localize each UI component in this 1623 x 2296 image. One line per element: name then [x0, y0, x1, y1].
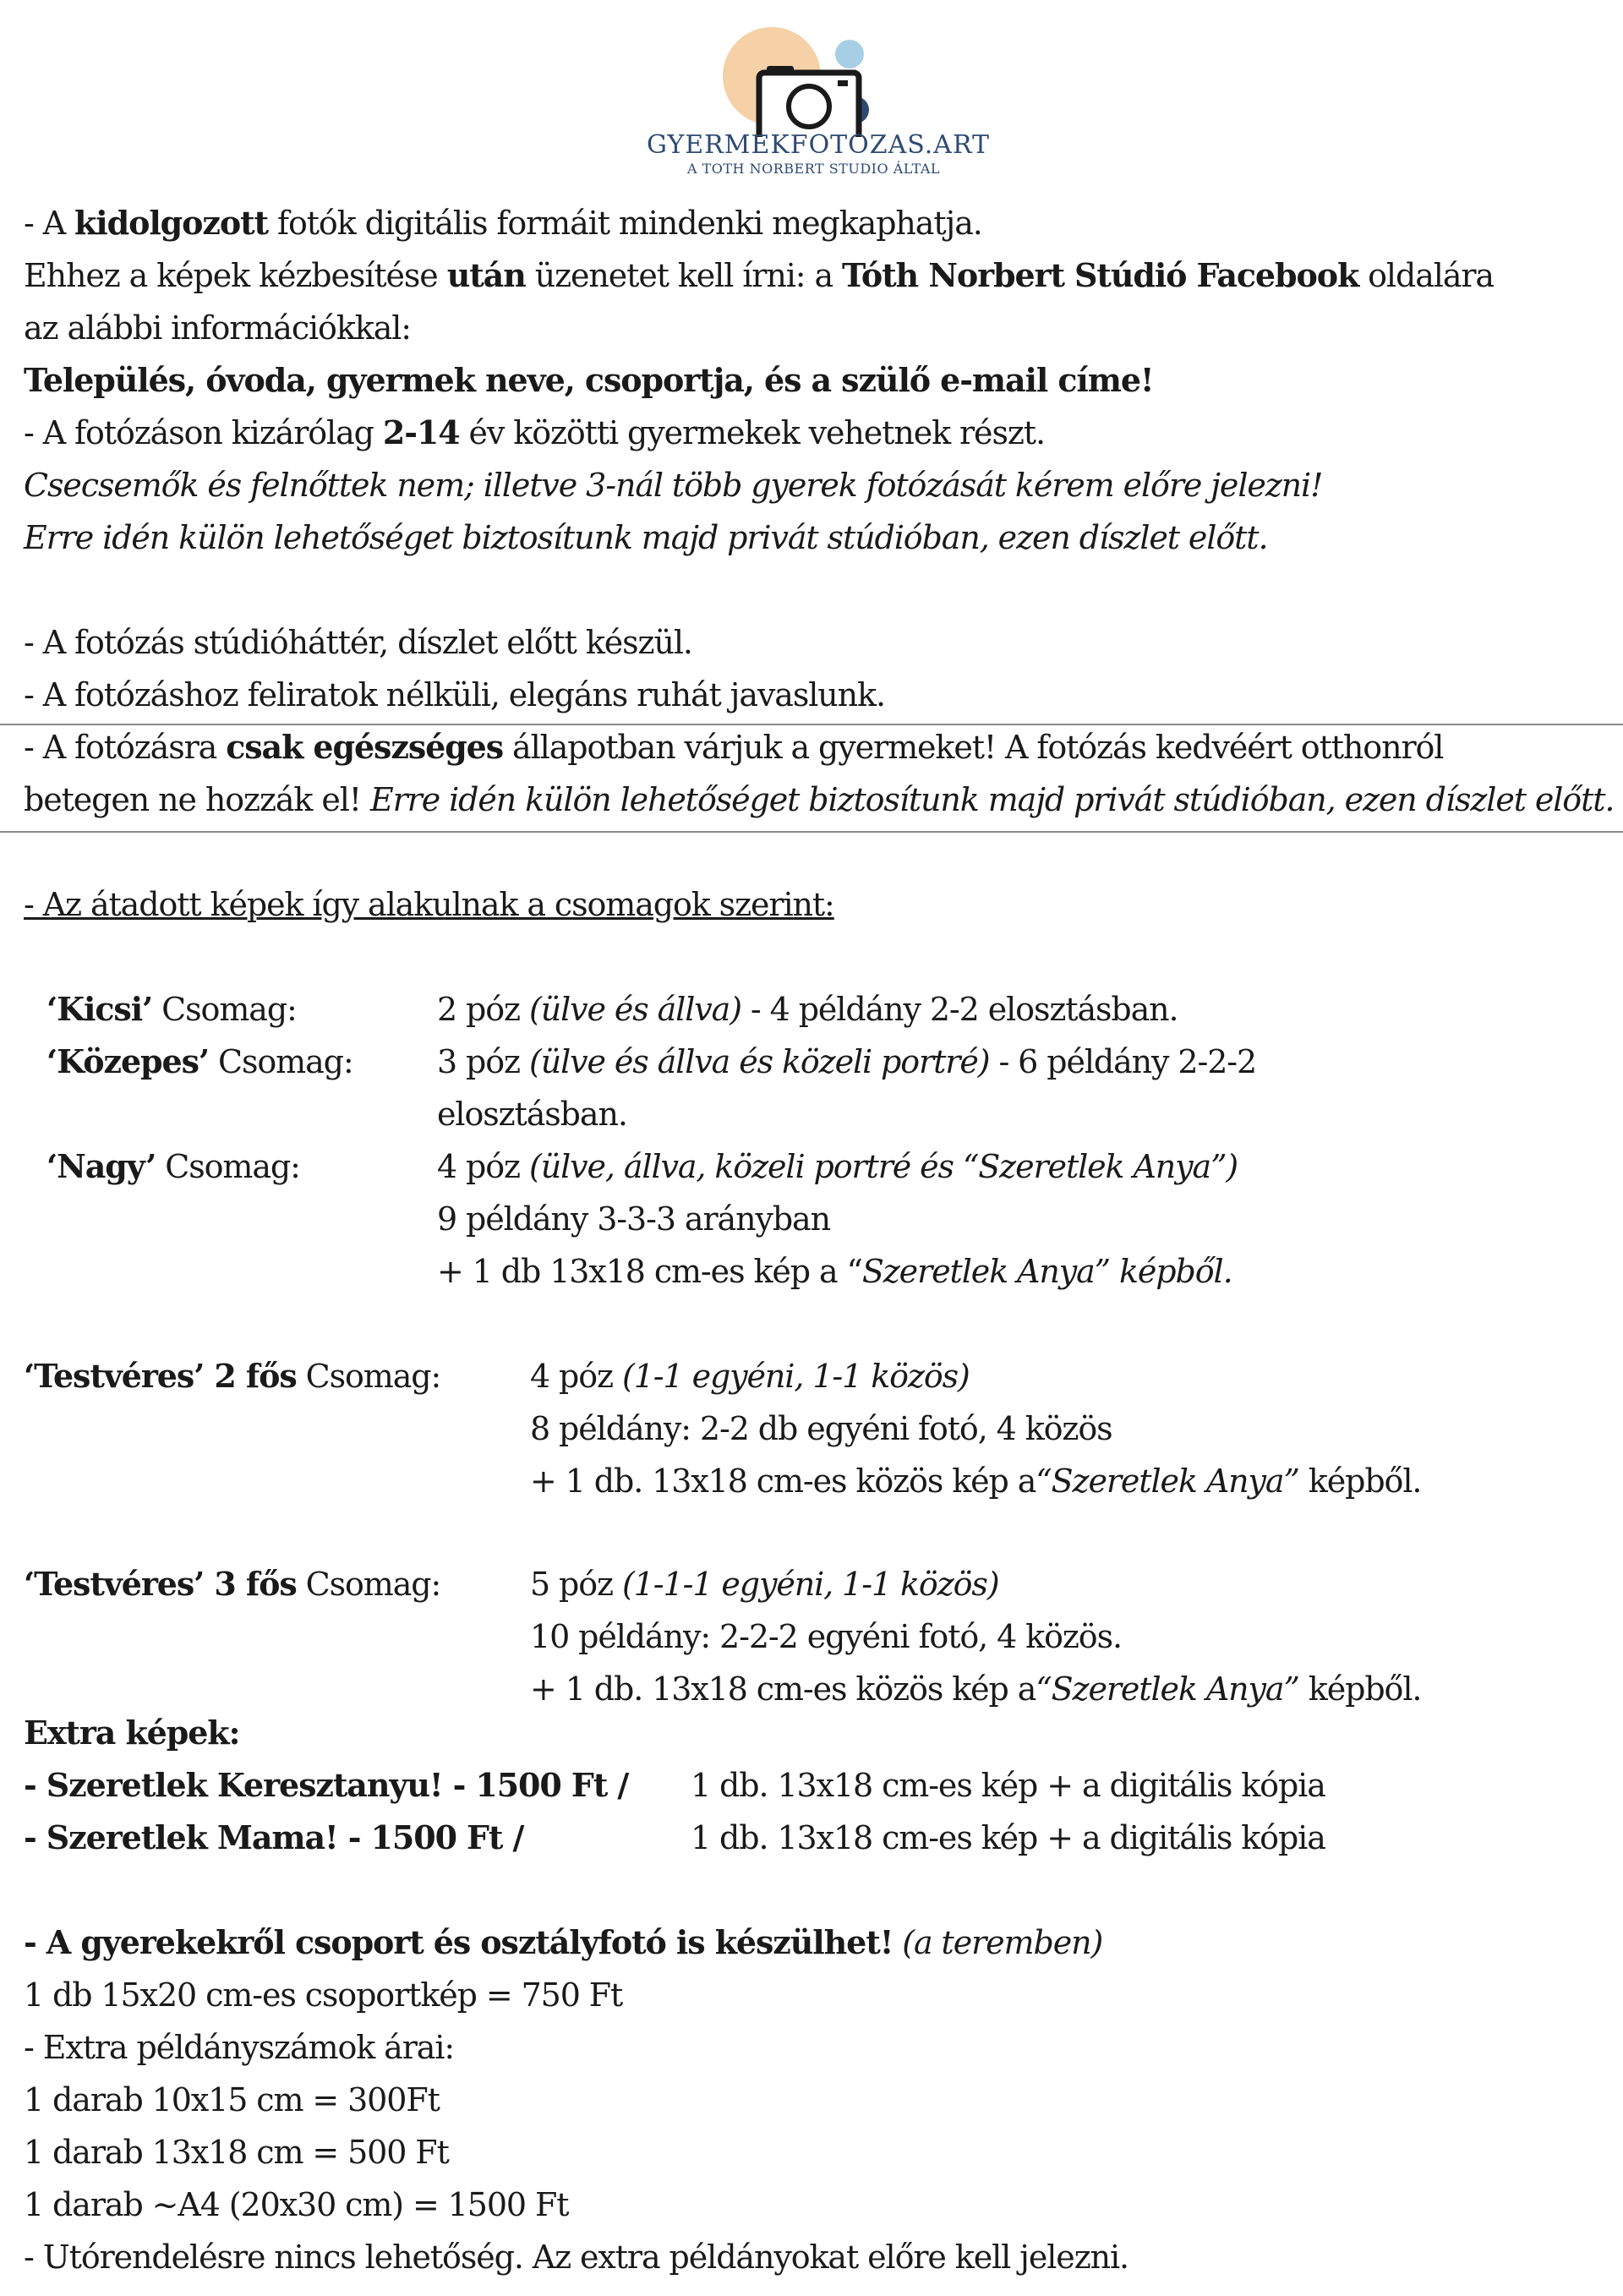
intro-line-6: Csecsemők és felnőttek nem; illetve 3-nál több gyerek fotózását kérem előre jelezni!: [24, 467, 1323, 504]
package-testveres-2-name: ‘Testvéres’ 2 fős Csomag:: [24, 1357, 441, 1395]
group-line-6: - Utórendelésre nincs lehetőség. Az extra példányokat előre kell jelezni.: [24, 2239, 1129, 2276]
rule-line-4: betegen ne hozzák el! Erre idén külön lehetőséget biztosítunk majd privát stúdióban, ezen díszlet előtt.: [24, 781, 1615, 818]
package-testveres-3-name: ‘Testvéres’ 3 fős Csomag:: [24, 1565, 441, 1603]
packages-heading: - Az átadott képek így alakulnak a csomagok szerint:: [24, 886, 834, 923]
package-testveres-3-desc-3: + 1 db. 13x18 cm-es közös kép a“Szeretlek Anya” képből.: [530, 1670, 1422, 1708]
package-nagy-name: ‘Nagy’ Csomag:: [46, 1147, 300, 1185]
package-testveres-3-desc-2: 10 példány: 2-2-2 egyéni fotó, 4 közös.: [530, 1618, 1122, 1655]
package-testveres-2-desc-2: 8 példány: 2-2 db egyéni fotó, 4 közös: [530, 1410, 1112, 1447]
group-line-3: 1 darab 10x15 cm = 300Ft: [24, 2081, 440, 2118]
camera-icon: [647, 19, 981, 137]
package-nagy-desc-3: + 1 db 13x18 cm-es kép a “Szeretlek Anya” képből.: [437, 1253, 1232, 1290]
logo-title: GYERMEKFOTOZAS.ART: [647, 130, 991, 160]
extra-item-mama-name: - Szeretlek Mama! - 1500 Ft /: [24, 1818, 524, 1856]
logo: [647, 19, 991, 179]
intro-line-2: Ehhez a képek kézbesítése után üzenetet kell írni: a Tóth Norbert Stúdió Facebook oldalára: [24, 256, 1494, 294]
package-testveres-3-desc-1: 5 póz (1-1-1 egyéni, 1-1 közös): [530, 1566, 999, 1603]
package-nagy-desc-1: 4 póz (ülve, állva, közeli portré és “Szeretlek Anya”): [437, 1148, 1238, 1185]
package-testveres-2-desc-3: + 1 db. 13x18 cm-es közös kép a“Szeretlek Anya” képből.: [530, 1462, 1422, 1500]
rule-line-2: - A fotózáshoz feliratok nélküli, elegáns ruhát javaslunk.: [24, 676, 885, 713]
package-kozepes-name: ‘Közepes’ Csomag:: [46, 1042, 353, 1080]
rule-line-3: - A fotózásra csak egészséges állapotban várjuk a gyermeket! A fotózás kedvéért otthonról: [24, 728, 1444, 766]
extra-heading: Extra képek:: [24, 1714, 240, 1752]
intro-line-1: - A kidolgozott fotók digitális formáit mindenki megkaphatja.: [24, 204, 982, 242]
intro-line-7: Erre idén külön lehetőséget biztosítunk majd privát stúdióban, ezen díszlet előtt.: [24, 519, 1268, 556]
intro-line-3: az alábbi információkkal:: [24, 309, 412, 347]
package-nagy-desc-2: 9 példány 3-3-3 arányban: [437, 1200, 830, 1238]
package-kicsi-desc-1: 2 póz (ülve és állva) - 4 példány 2-2 elosztásban.: [437, 991, 1178, 1028]
group-line-1: 1 db 15x20 cm-es csoportkép = 750 Ft: [24, 1976, 623, 2014]
intro-line-5: - A fotózáson kizárólag 2-14 év közötti gyermekek vehetnek részt.: [24, 413, 1045, 451]
package-kozepes-desc-2: elosztásban.: [437, 1096, 627, 1133]
group-line-2: - Extra példányszámok árai:: [24, 2029, 455, 2066]
extra-item-keresztanyu-name: - Szeretlek Keresztanyu! - 1500 Ft /: [24, 1766, 629, 1804]
package-testveres-2-desc-1: 4 póz (1-1 egyéni, 1-1 közös): [530, 1358, 970, 1395]
logo-dot: [835, 40, 864, 68]
group-line-5: 1 darab ~A4 (20x30 cm) = 1500 Ft: [24, 2186, 569, 2223]
rule-line-1: - A fotózás stúdióháttér, díszlet előtt készül.: [24, 624, 692, 661]
divider-bottom: [0, 831, 1623, 833]
intro-line-4: Település, óvoda, gyermek neve, csoportja, és a szülő e-mail címe!: [24, 361, 1154, 399]
extra-item-mama-desc: 1 db. 13x18 cm-es kép + a digitális kópia: [691, 1819, 1325, 1856]
package-kozepes-desc-1: 3 póz (ülve és állva és közeli portré) - 6 példány 2-2-2: [437, 1043, 1257, 1080]
group-line-4: 1 darab 13x18 cm = 500 Ft: [24, 2134, 449, 2171]
group-heading: - A gyerekekről csoport és osztályfotó is készülhet! (a teremben): [24, 1923, 1103, 1961]
logo-subtitle: A TOTH NORBERT STUDIO ÁLTAL: [686, 161, 941, 177]
package-kicsi-name: ‘Kicsi’ Csomag:: [46, 990, 297, 1028]
extra-item-keresztanyu-desc: 1 db. 13x18 cm-es kép + a digitális kópia: [691, 1767, 1325, 1804]
